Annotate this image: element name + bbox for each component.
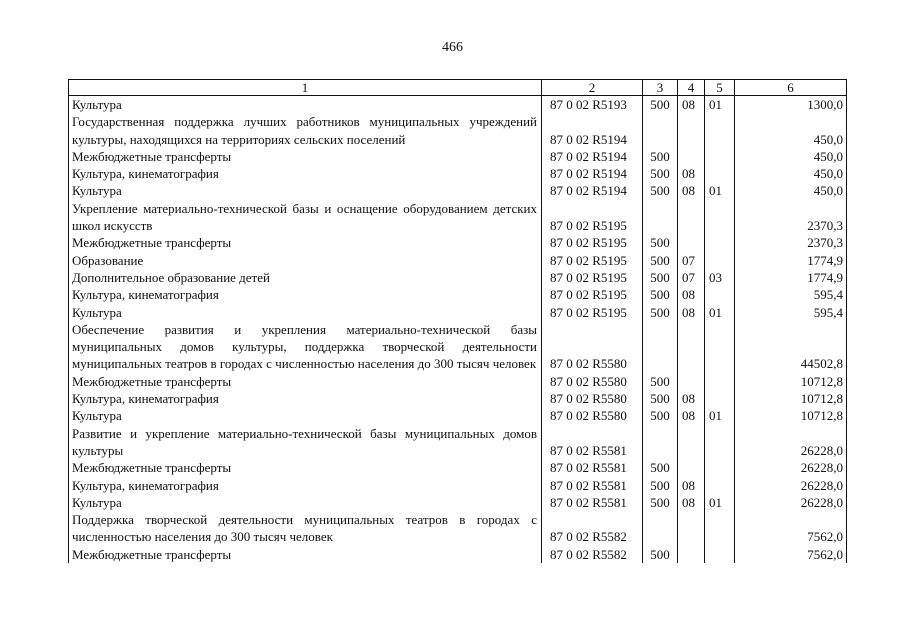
row-col5-cell: 01: [705, 96, 735, 114]
header-col-3: 3: [643, 80, 678, 96]
row-amount-cell: 26228,0: [735, 494, 847, 511]
row-name-cell: Межбюджетные трансферты: [69, 373, 542, 390]
row-code-cell: 87 0 02 R5195: [542, 252, 643, 269]
row-amount-cell: 10712,8: [735, 390, 847, 407]
row-col4-cell: [678, 373, 705, 390]
row-col5-cell: [705, 459, 735, 476]
row-amount-cell: 10712,8: [735, 407, 847, 424]
row-code-cell: 87 0 02 R5580: [542, 390, 643, 407]
table-row: [69, 234, 847, 251]
row-name-cell: Культура: [69, 494, 542, 511]
row-name-cell: Дополнительное образование детей: [69, 269, 542, 286]
table-header: [69, 80, 847, 96]
row-col5-cell: [705, 477, 735, 494]
row-col5-cell: [705, 511, 735, 546]
row-amount-cell: 450,0: [735, 182, 847, 199]
row-col4-cell: [678, 459, 705, 476]
row-name-cell: Культура, кинематография: [69, 286, 542, 303]
row-code-cell: 87 0 02 R5195: [542, 286, 643, 303]
row-name-cell: Межбюджетные трансферты: [69, 234, 542, 251]
row-name-cell: Культура, кинематография: [69, 390, 542, 407]
row-col3-cell: 500: [643, 269, 678, 286]
row-col5-cell: [705, 113, 735, 148]
row-col5-cell: 03: [705, 269, 735, 286]
row-name-cell: Обеспечение развития и укрепления материально-технической базы муниципальных домов культуры, поддержка творческой деятельности муниципальных театров в городах с численностью населения до 300 тысяч человек: [69, 321, 542, 373]
row-name-cell: Укрепление материально-технической базы и оснащение оборудованием детских школ искусств: [69, 200, 542, 235]
table-row: [69, 373, 847, 390]
row-col3-cell: [643, 113, 678, 148]
table-row: [69, 459, 847, 476]
row-amount-cell: 26228,0: [735, 425, 847, 460]
row-col4-cell: 08: [678, 304, 705, 321]
row-col4-cell: 08: [678, 96, 705, 114]
row-code-cell: 87 0 02 R5194: [542, 182, 643, 199]
row-code-cell: 87 0 02 R5581: [542, 477, 643, 494]
row-col3-cell: 500: [643, 390, 678, 407]
row-name-cell: Государственная поддержка лучших работников муниципальных учреждений культуры, находящихся на территориях сельских поселений: [69, 113, 542, 148]
row-col4-cell: 07: [678, 269, 705, 286]
row-code-cell: 87 0 02 R5581: [542, 494, 643, 511]
table-row: [69, 182, 847, 199]
row-amount-cell: 2370,3: [735, 200, 847, 235]
row-code-cell: 87 0 02 R5580: [542, 373, 643, 390]
page-number: 466: [442, 40, 463, 55]
row-col3-cell: 500: [643, 459, 678, 476]
row-name-cell: Межбюджетные трансферты: [69, 546, 542, 563]
row-code-cell: 87 0 02 R5581: [542, 425, 643, 460]
row-col3-cell: [643, 321, 678, 373]
header-col-1: 1: [69, 80, 542, 96]
table-row: [69, 546, 847, 563]
table-row: [69, 96, 847, 114]
row-amount-cell: 10712,8: [735, 373, 847, 390]
budget-table: [68, 79, 847, 563]
row-amount-cell: 44502,8: [735, 321, 847, 373]
row-name-cell: Межбюджетные трансферты: [69, 148, 542, 165]
row-col4-cell: [678, 148, 705, 165]
row-col5-cell: [705, 252, 735, 269]
table-row: [69, 425, 847, 460]
row-amount-cell: 1774,9: [735, 269, 847, 286]
row-col4-cell: [678, 234, 705, 251]
table-body: [69, 96, 847, 564]
row-col3-cell: 500: [643, 373, 678, 390]
row-col4-cell: 08: [678, 477, 705, 494]
table-row: [69, 200, 847, 235]
row-col4-cell: [678, 321, 705, 373]
row-col5-cell: [705, 373, 735, 390]
row-col4-cell: [678, 113, 705, 148]
row-amount-cell: 1774,9: [735, 252, 847, 269]
row-name-cell: Культура: [69, 407, 542, 424]
row-col4-cell: [678, 511, 705, 546]
row-name-cell: Культура: [69, 304, 542, 321]
row-amount-cell: 2370,3: [735, 234, 847, 251]
header-col-2: 2: [542, 80, 643, 96]
row-col5-cell: [705, 286, 735, 303]
row-col3-cell: [643, 511, 678, 546]
row-col5-cell: 01: [705, 494, 735, 511]
row-name-cell: Развитие и укрепление материально-технической базы муниципальных домов культуры: [69, 425, 542, 460]
table-row: [69, 321, 847, 373]
row-code-cell: 87 0 02 R5580: [542, 321, 643, 373]
header-col-6: 6: [735, 80, 847, 96]
row-col3-cell: 500: [643, 304, 678, 321]
table-row: [69, 511, 847, 546]
row-col4-cell: 08: [678, 165, 705, 182]
row-amount-cell: 26228,0: [735, 459, 847, 476]
row-amount-cell: 595,4: [735, 304, 847, 321]
row-name-cell: Культура, кинематография: [69, 477, 542, 494]
row-code-cell: 87 0 02 R5582: [542, 546, 643, 563]
row-name-cell: Культура, кинематография: [69, 165, 542, 182]
row-col4-cell: [678, 546, 705, 563]
row-amount-cell: 26228,0: [735, 477, 847, 494]
row-code-cell: 87 0 02 R5194: [542, 165, 643, 182]
row-col5-cell: 01: [705, 304, 735, 321]
row-col4-cell: 08: [678, 407, 705, 424]
row-col5-cell: [705, 165, 735, 182]
row-col4-cell: 07: [678, 252, 705, 269]
row-code-cell: 87 0 02 R5580: [542, 407, 643, 424]
table-row: [69, 269, 847, 286]
row-col4-cell: 08: [678, 494, 705, 511]
row-col5-cell: [705, 546, 735, 563]
row-amount-cell: 450,0: [735, 113, 847, 148]
row-name-cell: Образование: [69, 252, 542, 269]
row-col5-cell: [705, 425, 735, 460]
table-row: [69, 304, 847, 321]
row-amount-cell: 1300,0: [735, 96, 847, 114]
row-code-cell: 87 0 02 R5195: [542, 304, 643, 321]
row-name-cell: Поддержка творческой деятельности муниципальных театров в городах с численностью населения до 300 тысяч человек: [69, 511, 542, 546]
row-col4-cell: [678, 425, 705, 460]
table-row: [69, 165, 847, 182]
row-code-cell: 87 0 02 R5581: [542, 459, 643, 476]
row-name-cell: Культура: [69, 182, 542, 199]
row-amount-cell: 7562,0: [735, 511, 847, 546]
row-col4-cell: [678, 200, 705, 235]
table-row: [69, 286, 847, 303]
row-col5-cell: 01: [705, 182, 735, 199]
row-col5-cell: [705, 390, 735, 407]
row-code-cell: 87 0 02 R5194: [542, 148, 643, 165]
row-col4-cell: 08: [678, 390, 705, 407]
row-code-cell: 87 0 02 R5195: [542, 269, 643, 286]
table-row: [69, 113, 847, 148]
row-col3-cell: 500: [643, 252, 678, 269]
table-row: [69, 252, 847, 269]
row-name-cell: Культура: [69, 96, 542, 114]
row-name-cell: Межбюджетные трансферты: [69, 459, 542, 476]
row-amount-cell: 595,4: [735, 286, 847, 303]
row-col5-cell: [705, 234, 735, 251]
row-col4-cell: 08: [678, 286, 705, 303]
row-col3-cell: 500: [643, 96, 678, 114]
row-col3-cell: 500: [643, 148, 678, 165]
row-code-cell: 87 0 02 R5193: [542, 96, 643, 114]
header-col-4: 4: [678, 80, 705, 96]
row-code-cell: 87 0 02 R5582: [542, 511, 643, 546]
row-col3-cell: 500: [643, 407, 678, 424]
header-col-5: 5: [705, 80, 735, 96]
table-row: [69, 390, 847, 407]
row-code-cell: 87 0 02 R5195: [542, 234, 643, 251]
table-row: [69, 477, 847, 494]
row-amount-cell: 450,0: [735, 148, 847, 165]
table-row: [69, 407, 847, 424]
row-col3-cell: 500: [643, 286, 678, 303]
row-col5-cell: 01: [705, 407, 735, 424]
header-row: [69, 80, 847, 96]
row-col5-cell: [705, 148, 735, 165]
table-row: [69, 148, 847, 165]
row-col5-cell: [705, 200, 735, 235]
row-col5-cell: [705, 321, 735, 373]
row-col3-cell: 500: [643, 234, 678, 251]
row-code-cell: 87 0 02 R5195: [542, 200, 643, 235]
row-col3-cell: 500: [643, 477, 678, 494]
row-col3-cell: [643, 200, 678, 235]
row-col4-cell: 08: [678, 182, 705, 199]
row-col3-cell: [643, 425, 678, 460]
row-col3-cell: 500: [643, 182, 678, 199]
table-row: [69, 494, 847, 511]
row-amount-cell: 450,0: [735, 165, 847, 182]
row-code-cell: 87 0 02 R5194: [542, 113, 643, 148]
row-col3-cell: 500: [643, 546, 678, 563]
row-col3-cell: 500: [643, 165, 678, 182]
row-amount-cell: 7562,0: [735, 546, 847, 563]
row-col3-cell: 500: [643, 494, 678, 511]
